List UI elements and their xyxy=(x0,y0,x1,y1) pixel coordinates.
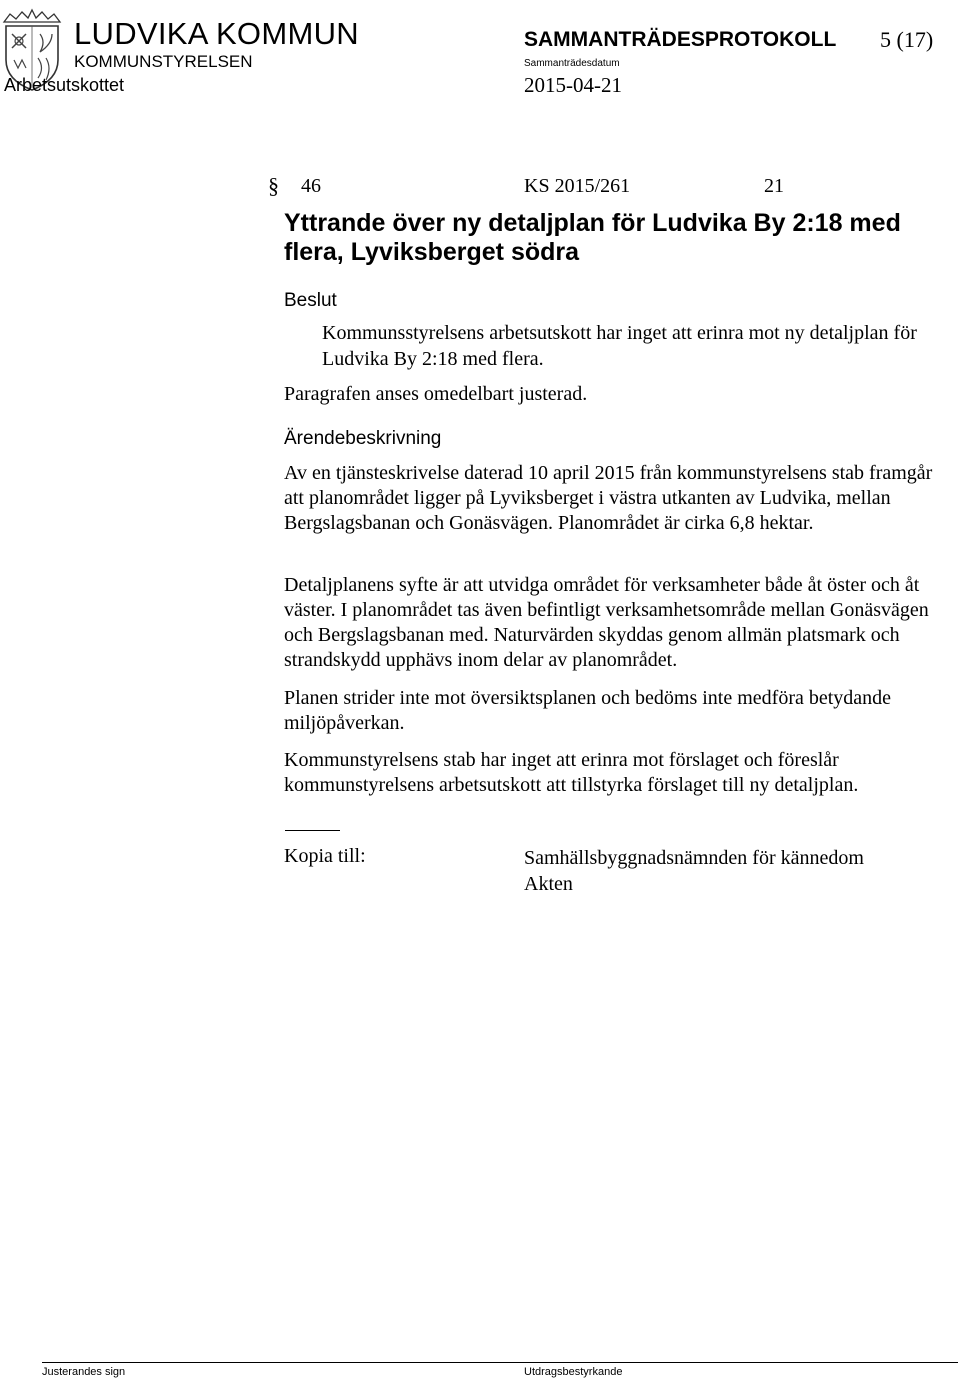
copy-recipient: Akten xyxy=(524,873,573,895)
organization-name: LUDVIKA KOMMUN xyxy=(74,16,359,51)
case-description-paragraph: Av en tjänsteskrivelse daterad 10 april 2015 från kommunstyrelsens stab framgår att planområdet ligger på Lyviksberget i västra utkanten av Ludvika, mellan Bergslagsbanan och Gonäsvägen. Planområdet är cirka 6,8 hektar. xyxy=(284,462,933,534)
meeting-date: 2015-04-21 xyxy=(524,73,622,97)
organization-unit: KOMMUNSTYRELSEN xyxy=(74,52,253,71)
section-reference: 21 xyxy=(764,175,784,197)
case-number: KS 2015/261 xyxy=(524,175,631,197)
extract-certification-label: Utdragsbestyrkande xyxy=(524,1366,623,1378)
copy-to-label: Kopia till: xyxy=(284,845,366,867)
meeting-date-label: Sammanträdesdatum xyxy=(524,58,620,69)
case-description-paragraph: Planen strider inte mot översiktsplanen och bedöms inte medföra betydande miljöpåverkan. xyxy=(284,687,892,734)
footer-divider xyxy=(42,1362,958,1363)
committee-name: Arbetsutskottet xyxy=(4,75,125,95)
case-description-heading: Ärendebeskrivning xyxy=(284,428,442,449)
paragraph-heading: Yttrande över ny detaljplan för Ludvika By 2:18 med flera, Lyviksberget södra xyxy=(284,209,901,266)
divider xyxy=(285,830,340,831)
page-number: 5 (17) xyxy=(880,27,934,52)
copy-recipient: Samhällsbyggnadsnämnden för kännedom xyxy=(524,847,864,869)
paragraph-number: 46 xyxy=(301,175,321,197)
case-description-paragraph: Detaljplanens syfte är att utvidga området för verksamheter både åt öster och åt väster. I planområdet tas även befintligt verksamhetsområde mellan Gonäsvägen och Bergslagsbanan med. Naturvärden skyddas genom allmän platsmark och strandskydd upphävs inom delar av planområdet. xyxy=(284,574,929,671)
document-title: SAMMANTRÄDESPROTOKOLL xyxy=(524,28,837,51)
signature-label: Justerandes sign xyxy=(42,1366,126,1378)
case-description-paragraph: Kommunstyrelsens stab har inget att erinra mot förslaget och föreslår kommunstyrelsens arbetsutskott att tillstyrka förslaget till ny detaljplan. xyxy=(284,749,859,796)
paragraph-sign: § xyxy=(268,173,279,198)
decision-heading: Beslut xyxy=(284,290,337,311)
copy-recipients xyxy=(524,845,864,897)
decision-adjustment-note: Paragrafen anses omedelbart justerad. xyxy=(284,383,588,405)
decision-text: Kommunsstyrelsens arbetsutskott har inget att erinra mot ny detaljplan för Ludvika By 2:18 med flera. xyxy=(322,322,917,370)
